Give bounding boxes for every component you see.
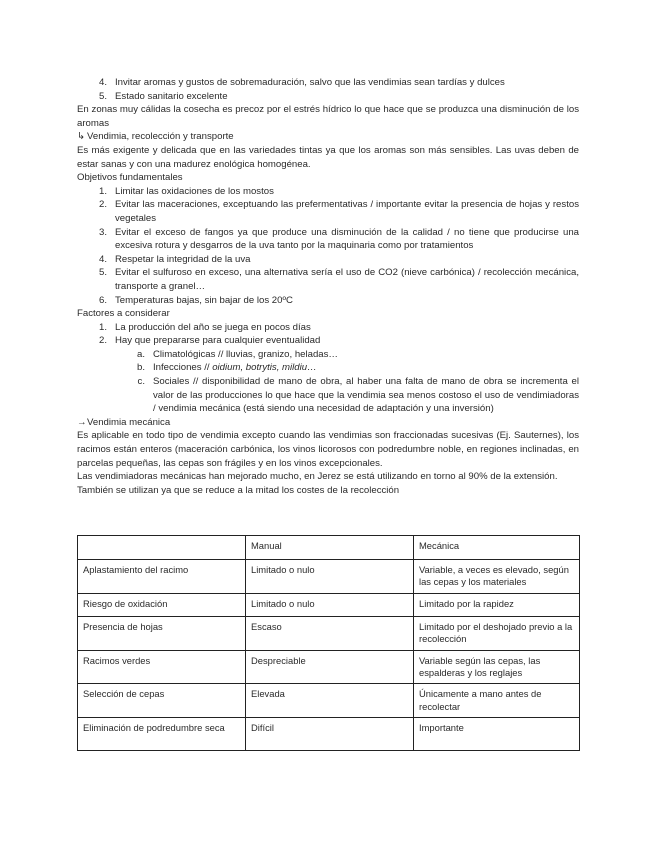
heading-objetivos: Objetivos fundamentales [77,172,183,184]
list-item [77,198,579,225]
table-cell: Elevada [246,684,414,718]
sublist-item [77,375,579,416]
table-cell: Selección de cepas [78,684,246,718]
heading-mecanica [77,416,579,430]
table-cell: Limitado o nulo [246,560,414,594]
table-cell: Únicamente a mano antes de recolectar [414,684,580,718]
sublist-text: Sociales // disponibilidad de mano de obra, al haber una falta de mano de obra se incrementa el valor de las producciones lo que hace que la vendimia sea menos costoso el uso de vendimiadoras / vendimia mecánica (está siendo una necesidad de adaptación y una inversión) [153,376,579,415]
list-number: 5. [98,90,107,102]
table-cell: Importante [414,718,580,751]
paragraph-zonas: En zonas muy cálidas la cosecha es precoz por el estrés hídrico lo que hace que se produzca una disminución de los aromas [77,104,579,129]
sublist-letter: b. [136,362,145,374]
header-cell [78,536,246,560]
list-item [77,334,579,348]
paragraph-vendimiadoras: Las vendimiadoras mecánicas han mejorado mucho, en Jerez se está utilizando en torno al 90% de la extensión. [77,471,558,483]
sublist-letter: c. [137,376,145,388]
list-number: 5. [98,267,107,279]
table-header-row [78,536,580,560]
paragraph-aplicable: Es aplicable en todo tipo de vendimia excepto cuando las vendimias son fraccionadas sucesivas (Ej. Sauternes), los racimos están enteros (maceración carbónica, los vinos licorosos con podredumbre noble, en regiones inclinadas, en parcelas pequeñas, las cepas son frágiles y en los vinos excepcionales. [77,430,579,469]
arrow-icon: ↳ [77,131,86,143]
table-cell: Limitado por la rapidez [414,593,580,616]
table-cell: Variable, a veces es elevado, según las cepas y los materiales [414,560,580,594]
table-cell: Variable según las cepas, las espalderas y los reglajes [414,650,580,684]
arrow-icon: → [77,416,87,428]
list-item [77,321,579,335]
comparison-table [77,535,580,751]
sublist-italic: oidium, botrytis, mildiu… [212,362,317,374]
paragraph-tambien: También se utilizan ya que se reduce a la mitad los costes de la recolección [77,484,400,496]
table-cell: Presencia de hojas [78,616,246,650]
list-number: 6. [98,294,107,306]
header-cell: Manual [246,536,414,560]
list-number: 1. [98,321,107,333]
table-row [78,593,580,616]
list-item [77,90,579,104]
sublist-text [153,361,579,375]
sublist-text: Climatológicas // lluvias, granizo, heladas… [153,348,339,360]
table-cell: Aplastamiento del racimo [78,560,246,594]
list-item [77,185,579,199]
list-number: 4. [98,253,107,265]
sublist-prefix: Infecciones // [153,362,213,374]
table-cell: Riesgo de oxidación [78,593,246,616]
list-text: Limitar las oxidaciones de los mostos [115,185,274,197]
table-cell: Difícil [246,718,414,751]
sublist-item [77,361,579,375]
list-number: 3. [98,226,107,238]
list-number: 2. [98,335,107,347]
paragraph-exigente: Es más exigente y delicada que en las variedades tintas ya que los aromas son más sensibles. Las uvas deben de estar sanas y con una madurez enológica homogénea. [77,144,579,170]
list-item [77,253,579,267]
sublist-item [77,348,579,362]
list-item [77,76,579,90]
list-item [77,226,579,253]
table-cell: Limitado o nulo [246,593,414,616]
heading-text: Vendimia, recolección y transporte [87,131,234,143]
table-row [78,616,580,650]
table-cell: Limitado por el deshojado previo a la recolección [414,616,580,650]
table-row [78,718,580,751]
sublist-letter: a. [136,348,145,360]
list-number: 4. [98,77,107,88]
heading-vendimia [77,130,579,144]
heading-factores: Factores a considerar [77,308,170,320]
table-cell: Racimos verdes [78,650,246,684]
list-text: Evitar las maceraciones, exceptuando las prefermentativas / importante evitar la presencia de hojas y restos vegetales [115,199,579,224]
list-number: 1. [98,185,107,197]
list-number: 2. [98,199,107,211]
list-text: Hay que prepararse para cualquier eventualidad [115,335,321,347]
list-text: Evitar el exceso de fangos ya que produce una disminución de la calidad / no tiene que producirse una excesiva rotura y desgarros de la uva tanto por la maquinaria como por tratamientos [115,226,579,252]
list-text: Respetar la integridad de la uva [115,253,251,265]
list-text: Evitar el sulfuroso en exceso, una alternativa sería el uso de CO2 (nieve carbónica) / recolección mecánica, transporte a granel… [115,267,579,292]
table-row [78,650,580,684]
list-item [77,266,579,293]
table-row [78,560,580,594]
list-text: Invitar aromas y gustos de sobremaduración, salvo que las vendimias sean tardías y dulces [115,77,505,88]
table-cell: Escaso [246,616,414,650]
header-cell: Mecánica [414,536,580,560]
table-cell: Despreciable [246,650,414,684]
list-item [77,294,579,308]
list-text: Estado sanitario excelente [115,90,228,102]
list-text: La producción del año se juega en pocos días [115,321,311,333]
heading-text: Vendimia mecánica [87,416,171,428]
table-row [78,684,580,718]
table-cell: Eliminación de podredumbre seca [78,718,246,751]
list-text: Temperaturas bajas, sin bajar de los 20ºC [115,294,293,306]
document-body [77,76,579,497]
